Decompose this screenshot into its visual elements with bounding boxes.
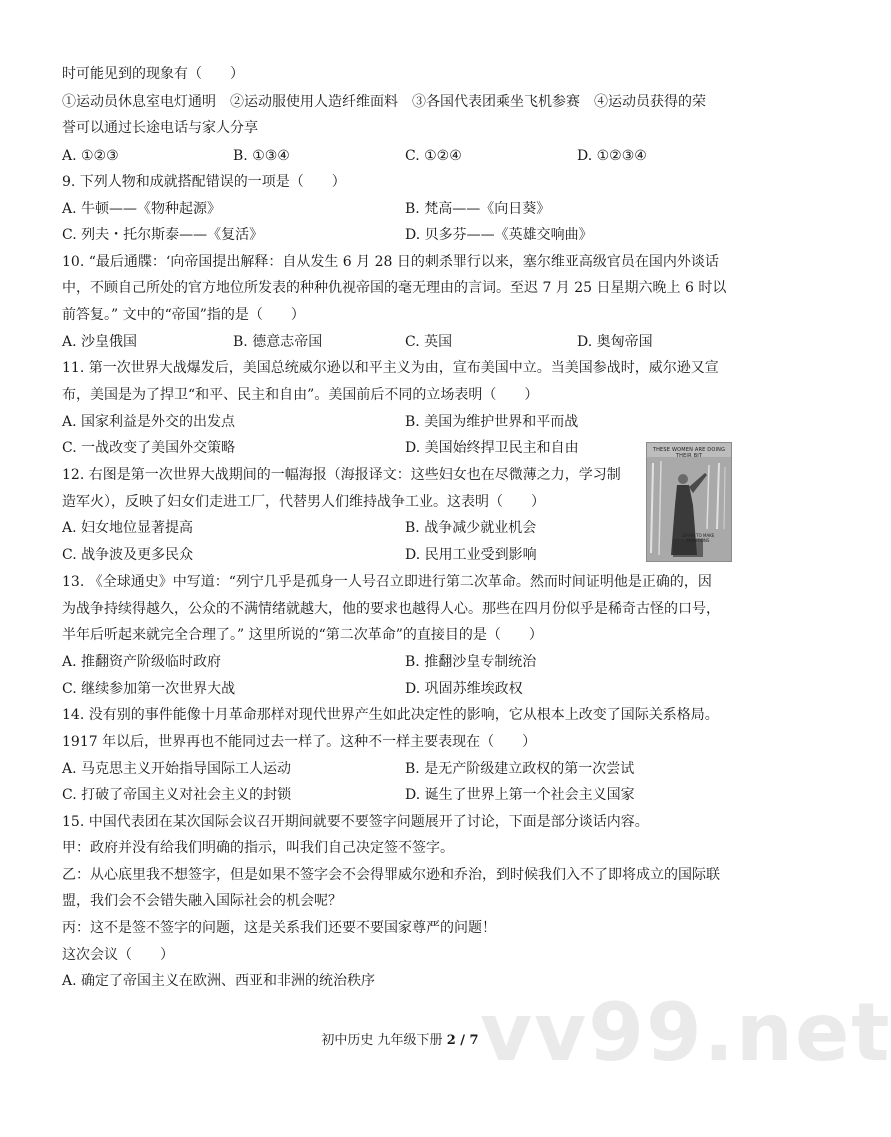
q14-option-c: C. 打破了帝国主义对社会主义的封锁 bbox=[62, 787, 292, 803]
q8-option-b: B. ①③④ bbox=[233, 148, 290, 164]
q9-stem: 9. 下列人物和成就搭配错误的一项是（ ） bbox=[62, 174, 346, 190]
q9-option-c: C. 列夫・托尔斯泰——《复活》 bbox=[62, 227, 264, 243]
q15-stem: 15. 中国代表团在某次国际会议召开期间就要不要签字问题展开了讨论，下面是部分谈话内容。 bbox=[62, 814, 649, 830]
q13-stem-line2: 为战争持续得越久，公众的不满情绪就越大，他的要求也越得人心。那些在四月份似乎是稀奇古怪的口号， bbox=[62, 601, 720, 617]
q14-stem-line2: 1917 年以后，世界再也不能同过去一样了。这种不一样主要表现在（ ） bbox=[62, 734, 537, 750]
q13-option-a: A. 推翻资产阶级临时政府 bbox=[62, 654, 222, 670]
q10-stem-line2: 中，不顾自己所处的官方地位所发表的种种仇视帝国的毫无理由的言词。至迟 7 月 25 日星期六晚上 6 时以 bbox=[62, 280, 727, 296]
site-watermark: vv99.net bbox=[480, 986, 891, 1079]
poster-caption: LEARN TO MAKE MUNITIONS bbox=[681, 533, 715, 543]
q10-option-d: D. 奥匈帝国 bbox=[577, 334, 653, 350]
q11-stem-line1: 11. 第一次世界大战爆发后，美国总统威尔逊以和平主义为由，宣布美国中立。当美国参战时，威尔逊又宣 bbox=[62, 360, 719, 376]
q10-stem-line1: 10. “最后通牒：‘向帝国提出解释：自从发生 6 月 28 日的刺杀罪行以来，塞尔维亚高级官员在国内外谈话 bbox=[62, 254, 719, 270]
q8-option-d: D. ①②③④ bbox=[577, 148, 647, 164]
q9-option-d: D. 贝多芬——《英雄交响曲》 bbox=[405, 227, 593, 243]
q11-stem-line2: 布，美国是为了捍卫“和平、民主和自由”。美国前后不同的立场表明（ ） bbox=[62, 387, 539, 403]
q12-option-c: C. 战争波及更多民众 bbox=[62, 547, 194, 563]
q15-speaker-yi-line1: 乙：从心底里我不想签字，但是如果不签字会不会得罪威尔逊和乔治，到时候我们入不了即将成立的国际联 bbox=[62, 867, 720, 883]
q13-stem-line1: 13. 《全球通史》中写道：“列宁几乎是孤身一人号召立即进行第二次革命。然而时间证明他是正确的，因 bbox=[62, 574, 712, 590]
q15-question: 这次会议（ ） bbox=[62, 947, 174, 963]
q10-option-a: A. 沙皇俄国 bbox=[62, 334, 138, 350]
footer-page-number: 2 / 7 bbox=[446, 1033, 479, 1048]
q15-option-a: A. 确定了帝国主义在欧洲、西亚和非洲的统治秩序 bbox=[62, 973, 376, 989]
ww1-poster-image bbox=[646, 442, 732, 562]
q12-option-d: D. 民用工业受到影响 bbox=[405, 547, 537, 563]
q11-option-b: B. 美国为维护世界和平而战 bbox=[405, 414, 579, 430]
q14-stem-line1: 14. 没有别的事件能像十月革命那样对现代世界产生如此决定性的影响，它从根本上改变了国际关系格局。 bbox=[62, 707, 719, 723]
q11-option-c: C. 一战改变了美国外交策略 bbox=[62, 440, 236, 456]
q12-stem-line1: 12. 右图是第一次世界大战期间的一幅海报（海报译文：这些妇女也在尽微薄之力，学习制 bbox=[62, 467, 621, 483]
q10-option-c: C. 英国 bbox=[405, 334, 453, 350]
q12-stem-line2: 造军火），反映了妇女们走进工厂，代替男人们维持战争工业。这表明（ ） bbox=[62, 494, 545, 510]
q13-option-b: B. 推翻沙皇专制统治 bbox=[405, 654, 537, 670]
q15-speaker-yi-line2: 盟，我们会不会错失融入国际社会的机会呢？ bbox=[62, 893, 342, 909]
q11-option-a: A. 国家利益是外交的出发点 bbox=[62, 414, 236, 430]
q8-stem-tail: 时可能见到的现象有（ ） bbox=[62, 66, 244, 82]
q14-option-b: B. 是无产阶级建立政权的第一次尝试 bbox=[405, 761, 635, 777]
page-footer bbox=[0, 1032, 800, 1050]
q14-option-d: D. 诞生了世界上第一个社会主义国家 bbox=[405, 787, 635, 803]
q8-items-line1: ①运动员休息室电灯通明 ②运动服使用人造纤维面料 ③各国代表团乘坐飞机参赛 ④运动员获得的荣 bbox=[62, 94, 706, 110]
q8-items-line2: 誉可以通过长途电话与家人分享 bbox=[62, 120, 258, 136]
q15-speaker-jia: 甲：政府并没有给我们明确的指示，叫我们自己决定签不签字。 bbox=[62, 840, 454, 856]
q15-speaker-bing: 丙：这不是签不签字的问题，这是关系我们还要不要国家尊严的问题！ bbox=[62, 920, 496, 936]
poster-title: THESE WOMEN ARE DOING THEIR BIT bbox=[652, 447, 726, 459]
q9-option-b: B. 梵高——《向日葵》 bbox=[405, 201, 551, 217]
q8-option-a: A. ①②③ bbox=[62, 148, 119, 164]
q12-option-b: B. 战争减少就业机会 bbox=[405, 520, 537, 536]
q10-option-b: B. 德意志帝国 bbox=[233, 334, 323, 350]
q11-option-d: D. 美国始终捍卫民主和自由 bbox=[405, 440, 579, 456]
q14-option-a: A. 马克思主义开始指导国际工人运动 bbox=[62, 761, 292, 777]
q12-option-a: A. 妇女地位显著提高 bbox=[62, 520, 194, 536]
poster-illustration bbox=[647, 443, 731, 561]
q13-option-c: C. 继续参加第一次世界大战 bbox=[62, 681, 236, 697]
q8-option-c: C. ①②④ bbox=[405, 148, 462, 164]
q9-option-a: A. 牛顿——《物种起源》 bbox=[62, 201, 222, 217]
q13-option-d: D. 巩固苏维埃政权 bbox=[405, 681, 523, 697]
q10-stem-line3: 前答复。” 文中的“帝国”指的是（ ） bbox=[62, 307, 305, 323]
footer-course-label: 初中历史 九年级下册 bbox=[321, 1033, 447, 1048]
q13-stem-line3: 半年后听起来就完全合理了。” 这里所说的“第二次革命”的直接目的是（ ） bbox=[62, 627, 543, 643]
